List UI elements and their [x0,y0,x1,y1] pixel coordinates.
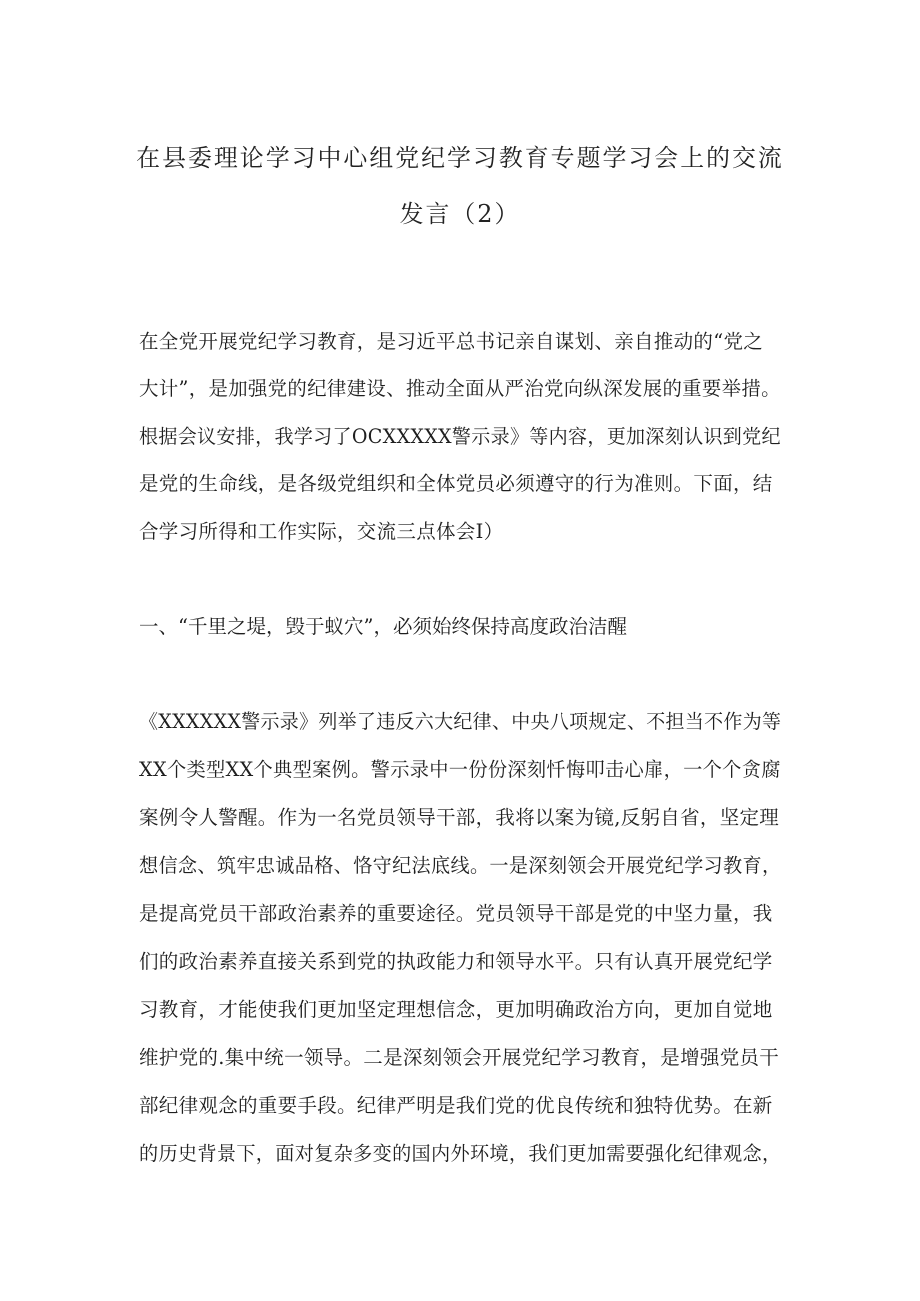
section-1-line: 维护党的.集中统一领导。二是深刻领会开展党纪学习教育，是增强党员干 [139,1046,780,1069]
section-1-line: 想信念、筑牢忠诚品格、恪守纪法底线。一是深刻领会开展党纪学习教育， [139,854,782,877]
intro-line: 大计”，是加强党的纪律建设、推动全面从严治党向纵深发展的重要举措。 [139,377,781,400]
section-1-line: 是提高党员干部政治素养的重要途径。党员领导干部是党的中坚力量，我 [139,902,773,925]
section-1-line: XX个类型XX个典型案例。警示录中一份份深刻忏悔叩击心扉，一个个贪腐 [139,758,781,781]
section-1-line: 们的政治素养直接关系到党的执政能力和领导水平。只有认真开展党纪学 [139,950,773,973]
intro-line: 在全党开展党纪学习教育，是习近平总书记亲自谋划、亲自推动的“党之 [139,330,764,353]
document-title-line-2: 发言（2） [399,200,521,228]
document-title-line-1: 在县委理论学习中心组党纪学习教育专题学习会上的交流 [136,144,784,172]
section-1-heading: 一、“千里之堤，毁于蚁穴”，必须始终保持高度政治洁醒 [139,615,627,638]
section-1-line: 的历史背景下，面对复杂多变的国内外环境，我们更加需要强化纪律观念， [139,1142,782,1165]
section-1-line: 《XXXXXX警示录》列举了违反六大纪律、中央八项规定、不担当不作为等 [139,710,782,733]
intro-line: 是党的生命线，是各级党组织和全体党员必须遵守的行为准则。下面，结 [139,472,773,495]
section-1-line: 案例令人警醒。作为一名党员领导干部，我将以案为镜,反躬自省，坚定理 [139,806,780,829]
section-1-line: 部纪律观念的重要手段。纪律严明是我们党的优良传统和独特优势。在新 [139,1094,773,1117]
intro-line: 根据会议安排，我学习了OCXXXXX警示录》等内容，更加深刻认识到党纪 [139,425,781,448]
intro-line: 合学习所得和工作实际，交流三点体会I） [139,520,504,543]
section-1-line: 习教育，才能使我们更加坚定理想信念，更加明确政治方向，更加自觉地 [139,998,773,1021]
